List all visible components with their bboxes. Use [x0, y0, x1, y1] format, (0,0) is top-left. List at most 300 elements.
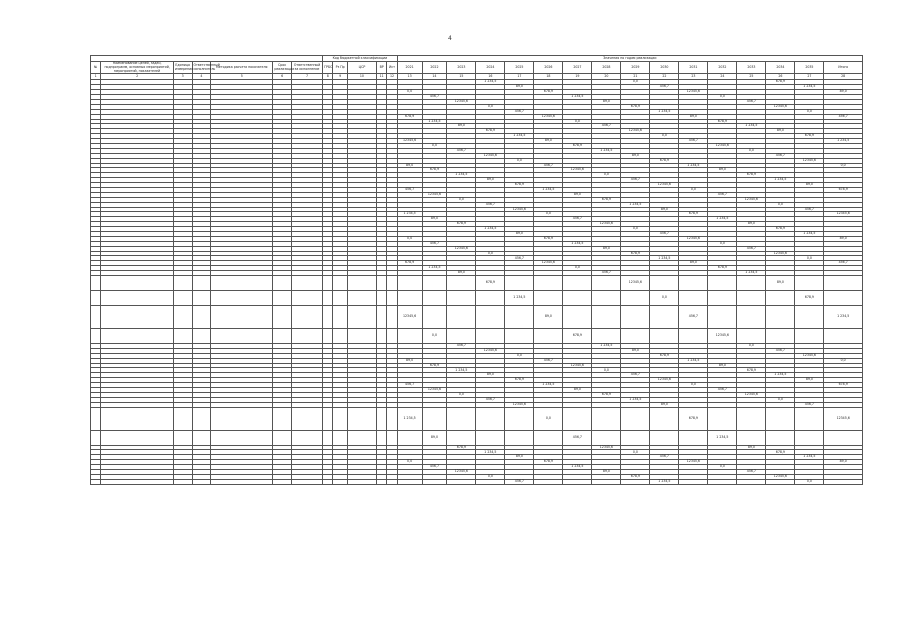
- table-cell: [795, 407, 824, 430]
- table-cell: [101, 306, 174, 329]
- column-header: 2029: [621, 62, 650, 74]
- table-cell: 0,0: [422, 143, 447, 148]
- table-cell: 1 234,5: [563, 241, 592, 246]
- table-cell: 456,7: [476, 397, 505, 402]
- table-cell: [766, 407, 795, 430]
- table-cell: 1 234,5: [766, 178, 795, 183]
- table-cell: 0,0: [621, 227, 650, 232]
- table-cell: 456,7: [397, 187, 422, 192]
- table-cell: 89,0: [447, 271, 476, 276]
- table-cell: 678,9: [795, 134, 824, 139]
- table-cell: 0,0: [476, 251, 505, 256]
- column-header: 2030: [650, 62, 679, 74]
- table-cell: 678,9: [476, 276, 505, 291]
- table-cell: [679, 329, 708, 344]
- table-cell: 456,7: [679, 306, 708, 329]
- table-cell: 0,0: [476, 474, 505, 479]
- table-cell: 12345,6: [592, 445, 621, 450]
- table-cell: 12345,6: [476, 153, 505, 158]
- table-cell: [173, 329, 192, 344]
- table-cell: 89,0: [795, 378, 824, 383]
- table-cell: 12345,6: [397, 306, 422, 329]
- column-index-cell: 12: [387, 74, 397, 80]
- table-cell: 89,0: [621, 153, 650, 158]
- table-cell: [592, 407, 621, 430]
- table-cell: [766, 430, 795, 445]
- table-cell: [91, 306, 101, 329]
- table-cell: 89,0: [447, 124, 476, 129]
- table-cell: 12345,6: [563, 168, 592, 173]
- table-cell: [91, 407, 101, 430]
- table-cell: [211, 276, 273, 291]
- table-cell: 456,7: [447, 148, 476, 153]
- table-cell: 0,0: [397, 90, 422, 95]
- table-cell: [323, 479, 333, 484]
- table-cell: [476, 291, 505, 306]
- table-cell: [592, 276, 621, 291]
- table-cell: 0,0: [563, 119, 592, 124]
- table-cell: [708, 306, 737, 329]
- table-cell: 456,7: [737, 246, 766, 251]
- column-header: 2024: [476, 62, 505, 74]
- table-cell: 1 234,5: [708, 430, 737, 445]
- column-index-cell: 2: [101, 74, 174, 80]
- table-cell: [192, 329, 211, 344]
- table-cell: 12345,6: [447, 246, 476, 251]
- table-cell: [563, 306, 592, 329]
- table-cell: 0,0: [650, 134, 679, 139]
- column-index-cell: 9: [333, 74, 348, 80]
- table-cell: [476, 407, 505, 430]
- table-cell: 1 234,5: [650, 479, 679, 484]
- table-cell: 0,0: [795, 479, 824, 484]
- table-cell: 1 234,5: [397, 407, 422, 430]
- table-cell: [737, 430, 766, 445]
- column-header: 2026: [534, 62, 563, 74]
- column-header-row: [91, 62, 863, 74]
- table-cell: 1 234,5: [563, 465, 592, 470]
- table-cell: 0,0: [708, 95, 737, 100]
- table-cell: 12345,6: [447, 470, 476, 475]
- column-header: №: [91, 62, 101, 74]
- table-cell: 456,7: [592, 271, 621, 276]
- table-cell: 89,0: [650, 207, 679, 212]
- table-cell: [563, 407, 592, 430]
- table-cell: 1 234,5: [737, 271, 766, 276]
- table-cell: 0,0: [621, 80, 650, 85]
- table-cell: 1 234,5: [422, 266, 447, 271]
- column-index-cell: 14: [422, 74, 447, 80]
- table-cell: 456,7: [422, 95, 447, 100]
- table-cell: 89,0: [397, 358, 422, 363]
- table-cell: 0,0: [447, 392, 476, 397]
- table-row: [91, 306, 863, 329]
- table-cell: 12345,6: [621, 129, 650, 134]
- table-row: [91, 276, 863, 291]
- column-header: Ответственный за исполнение: [291, 62, 322, 74]
- column-index-cell: 15: [447, 74, 476, 80]
- table-cell: 678,9: [766, 227, 795, 232]
- table-cell: 456,7: [447, 344, 476, 349]
- table-cell: 0,0: [679, 187, 708, 192]
- table-cell: [476, 306, 505, 329]
- column-index-cell: 13: [397, 74, 422, 80]
- table-cell: 0,0: [708, 465, 737, 470]
- table-cell: [447, 291, 476, 306]
- table-cell: [323, 291, 333, 306]
- column-header: 2031: [679, 62, 708, 74]
- table-cell: [173, 276, 192, 291]
- table-cell: 89,0: [708, 168, 737, 173]
- table-cell: 89,0: [824, 90, 863, 95]
- table-cell: [534, 291, 563, 306]
- table-cell: 456,7: [505, 256, 534, 261]
- table-cell: [824, 479, 863, 484]
- table-cell: 456,7: [563, 217, 592, 222]
- table-cell: 678,9: [505, 183, 534, 188]
- table-cell: 89,0: [650, 402, 679, 407]
- table-cell: 12345,6: [708, 329, 737, 344]
- table-cell: 678,9: [592, 392, 621, 397]
- table-cell: [323, 407, 333, 430]
- table-cell: 678,9: [621, 251, 650, 256]
- table-cell: [273, 407, 292, 430]
- table-cell: 678,9: [766, 450, 795, 455]
- table-cell: 678,9: [505, 378, 534, 383]
- table-cell: 12345,6: [397, 139, 422, 144]
- table-cell: 1 234,5: [766, 373, 795, 378]
- table-cell: [592, 329, 621, 344]
- table-cell: 0,0: [621, 450, 650, 455]
- table-cell: [192, 430, 211, 445]
- table-cell: [621, 306, 650, 329]
- table-cell: [563, 479, 592, 484]
- table-cell: [795, 306, 824, 329]
- table-cell: [376, 479, 386, 484]
- table-cell: 456,7: [592, 124, 621, 129]
- column-header: Ист: [387, 62, 397, 74]
- table-cell: 12345,6: [650, 378, 679, 383]
- table-cell: 456,7: [650, 85, 679, 90]
- table-cell: [650, 407, 679, 430]
- table-cell: [824, 329, 863, 344]
- table-cell: [505, 329, 534, 344]
- table-cell: 1 234,5: [397, 212, 422, 217]
- column-index-cell: 1: [91, 74, 101, 80]
- table-cell: 1 234,5: [650, 256, 679, 261]
- table-cell: 1 234,5: [476, 80, 505, 85]
- column-index-cell: 28: [824, 74, 863, 80]
- table-cell: 89,0: [737, 445, 766, 450]
- table-cell: 678,9: [534, 236, 563, 241]
- table-cell: 89,0: [422, 217, 447, 222]
- table-cell: [592, 430, 621, 445]
- table-cell: 678,9: [737, 368, 766, 373]
- table-cell: [679, 291, 708, 306]
- column-index-cell: 10: [347, 74, 376, 80]
- table-cell: 89,0: [505, 232, 534, 237]
- table-cell: [447, 329, 476, 344]
- table-cell: 1 234,5: [824, 306, 863, 329]
- column-header: ВР: [376, 62, 386, 74]
- table-cell: [192, 291, 211, 306]
- table-cell: [91, 329, 101, 344]
- table-cell: 12345,6: [621, 276, 650, 291]
- column-header: 2028: [592, 62, 621, 74]
- column-index-cell: 11: [376, 74, 386, 80]
- table-cell: 678,9: [824, 187, 863, 192]
- table-cell: [333, 407, 348, 430]
- column-index-cell: 24: [708, 74, 737, 80]
- column-header: ГРБС: [323, 62, 333, 74]
- column-header: 2032: [708, 62, 737, 74]
- table-cell: [679, 430, 708, 445]
- table-cell: [273, 291, 292, 306]
- table-cell: 12345,6: [476, 348, 505, 353]
- table-row: [91, 291, 863, 306]
- table-cell: [211, 291, 273, 306]
- table-cell: [397, 430, 422, 445]
- table-cell: [211, 479, 273, 484]
- table-cell: [387, 329, 397, 344]
- table-cell: 1 234,5: [563, 95, 592, 100]
- table-cell: [323, 329, 333, 344]
- table-cell: 89,0: [679, 114, 708, 119]
- column-index-cell: 3: [173, 74, 192, 80]
- table-cell: [795, 329, 824, 344]
- table-cell: 12345,6: [679, 236, 708, 241]
- table-cell: 1 234,5: [592, 148, 621, 153]
- table-cell: [650, 430, 679, 445]
- table-cell: [563, 276, 592, 291]
- table-cell: [323, 430, 333, 445]
- table-cell: 1 234,5: [679, 358, 708, 363]
- table-cell: 456,7: [534, 163, 563, 168]
- table-cell: 12345,6: [650, 183, 679, 188]
- table-cell: [273, 306, 292, 329]
- table-cell: 678,9: [422, 363, 447, 368]
- table-cell: [621, 329, 650, 344]
- table-cell: [387, 276, 397, 291]
- table-cell: [563, 291, 592, 306]
- table-cell: 1 234,5: [422, 119, 447, 124]
- table-cell: 1 234,5: [592, 344, 621, 349]
- table-row: [91, 479, 863, 484]
- table-cell: [737, 479, 766, 484]
- table-cell: 678,9: [650, 353, 679, 358]
- table-cell: 12345,6: [824, 212, 863, 217]
- table-cell: 89,0: [563, 388, 592, 393]
- table-cell: [387, 479, 397, 484]
- table-cell: 0,0: [737, 344, 766, 349]
- table-cell: [192, 479, 211, 484]
- table-cell: 456,7: [795, 402, 824, 407]
- table-cell: [592, 479, 621, 484]
- table-cell: [273, 479, 292, 484]
- table-cell: 678,9: [422, 168, 447, 173]
- table-cell: 678,9: [447, 222, 476, 227]
- table-cell: 456,7: [422, 241, 447, 246]
- table-cell: [505, 430, 534, 445]
- table-cell: 0,0: [708, 241, 737, 246]
- table-cell: 456,7: [505, 479, 534, 484]
- table-cell: [376, 407, 386, 430]
- table-cell: [101, 291, 174, 306]
- table-cell: [291, 479, 322, 484]
- table-cell: [173, 291, 192, 306]
- table-cell: [447, 479, 476, 484]
- table-cell: 1 234,5: [621, 202, 650, 207]
- column-index-cell: 8: [323, 74, 333, 80]
- table-cell: 89,0: [592, 99, 621, 104]
- table-cell: 0,0: [650, 291, 679, 306]
- table-cell: 456,7: [397, 383, 422, 388]
- table-cell: [347, 479, 376, 484]
- table-cell: 1 234,5: [476, 450, 505, 455]
- table-cell: 678,9: [679, 407, 708, 430]
- column-index-cell: 16: [476, 74, 505, 80]
- table-cell: 1 234,5: [447, 173, 476, 178]
- table-body: [91, 80, 863, 484]
- table-cell: [173, 306, 192, 329]
- column-header: ЦСР: [347, 62, 376, 74]
- table-cell: [824, 430, 863, 445]
- table-cell: 12345,6: [422, 388, 447, 393]
- table-cell: 89,0: [592, 246, 621, 251]
- table-cell: [766, 291, 795, 306]
- table-cell: [101, 329, 174, 344]
- table-cell: [333, 329, 348, 344]
- table-cell: [387, 407, 397, 430]
- table-cell: 0,0: [766, 397, 795, 402]
- table-cell: [101, 276, 174, 291]
- table-cell: 456,7: [737, 470, 766, 475]
- table-cell: [650, 276, 679, 291]
- column-header: Наименование целей, задач, подпрограмм, основных мероприятий, мероприятий, показателей: [101, 62, 174, 74]
- column-header: 2035: [795, 62, 824, 74]
- table-cell: [323, 276, 333, 291]
- table-cell: [323, 306, 333, 329]
- table-cell: [291, 407, 322, 430]
- table-cell: [476, 430, 505, 445]
- table-cell: 1 234,5: [824, 139, 863, 144]
- table-cell: [795, 430, 824, 445]
- table-cell: [592, 306, 621, 329]
- column-index-cell: 17: [505, 74, 534, 80]
- table-cell: 12345,6: [737, 392, 766, 397]
- table-cell: 89,0: [563, 192, 592, 197]
- table-cell: [376, 306, 386, 329]
- table-cell: [766, 329, 795, 344]
- table-cell: [621, 479, 650, 484]
- table-cell: [101, 407, 174, 430]
- table-cell: [447, 407, 476, 430]
- column-index-cell: 21: [621, 74, 650, 80]
- table-cell: 89,0: [505, 455, 534, 460]
- table-cell: 12345,6: [708, 143, 737, 148]
- table-cell: [291, 329, 322, 344]
- table-cell: 12345,6: [534, 261, 563, 266]
- table-cell: 89,0: [766, 276, 795, 291]
- column-header: 2034: [766, 62, 795, 74]
- column-header: 2033: [737, 62, 766, 74]
- table-cell: 12345,6: [534, 114, 563, 119]
- table-cell: [347, 291, 376, 306]
- table-cell: 1 234,5: [505, 291, 534, 306]
- table-cell: [376, 276, 386, 291]
- table-cell: 678,9: [708, 119, 737, 124]
- table-cell: [273, 329, 292, 344]
- table-cell: 89,0: [795, 183, 824, 188]
- table-cell: [347, 329, 376, 344]
- table-cell: 456,7: [422, 465, 447, 470]
- table-cell: [91, 291, 101, 306]
- table-cell: [333, 306, 348, 329]
- table-cell: 89,0: [824, 460, 863, 465]
- table-cell: [333, 430, 348, 445]
- table-cell: [347, 407, 376, 430]
- table-cell: [333, 276, 348, 291]
- table-cell: [534, 430, 563, 445]
- column-header: Рз Пр: [333, 62, 348, 74]
- table-cell: 0,0: [563, 266, 592, 271]
- table-cell: [447, 276, 476, 291]
- budget-table: [90, 55, 863, 485]
- table-cell: 456,7: [737, 99, 766, 104]
- table-cell: 0,0: [592, 368, 621, 373]
- table-cell: 1 234,5: [476, 227, 505, 232]
- table-cell: 456,7: [708, 192, 737, 197]
- column-header: Итого: [824, 62, 863, 74]
- table-cell: 678,9: [397, 261, 422, 266]
- table-cell: 456,7: [708, 388, 737, 393]
- table-cell: [795, 276, 824, 291]
- table-cell: 12345,6: [766, 474, 795, 479]
- table-cell: 456,7: [650, 455, 679, 460]
- table-cell: 0,0: [397, 460, 422, 465]
- table-cell: [505, 306, 534, 329]
- table-cell: 89,0: [505, 85, 534, 90]
- table-cell: [766, 306, 795, 329]
- table-cell: 0,0: [534, 407, 563, 430]
- table-cell: 12345,6: [824, 407, 863, 430]
- table-cell: 89,0: [592, 470, 621, 475]
- table-cell: 678,9: [621, 104, 650, 109]
- table-cell: 12345,6: [447, 99, 476, 104]
- table-cell: [708, 407, 737, 430]
- table-cell: 89,0: [534, 139, 563, 144]
- table-cell: [347, 306, 376, 329]
- table-cell: [173, 407, 192, 430]
- table-cell: 678,9: [621, 474, 650, 479]
- table-cell: [347, 430, 376, 445]
- table-cell: 12345,6: [766, 251, 795, 256]
- column-header: Единица измерения: [173, 62, 192, 74]
- table-cell: [708, 291, 737, 306]
- table-cell: 1 234,5: [679, 163, 708, 168]
- table-cell: 89,0: [824, 236, 863, 241]
- table-cell: [376, 430, 386, 445]
- table-cell: 678,9: [534, 460, 563, 465]
- column-index-cell: 23: [679, 74, 708, 80]
- table-cell: 456,7: [650, 232, 679, 237]
- table-cell: 1 234,5: [650, 109, 679, 114]
- table-cell: 456,7: [795, 207, 824, 212]
- table-cell: 456,7: [766, 153, 795, 158]
- table-cell: [621, 407, 650, 430]
- table-cell: 0,0: [422, 329, 447, 344]
- table-cell: 0,0: [505, 158, 534, 163]
